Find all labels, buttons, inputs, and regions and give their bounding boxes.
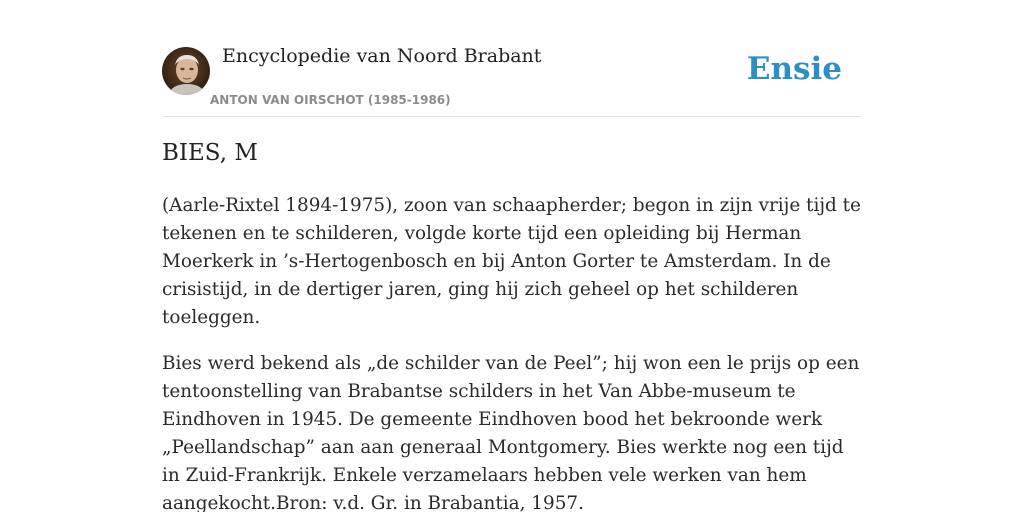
author-portrait-icon (162, 47, 210, 95)
article-body (162, 192, 862, 512)
article-header (162, 44, 862, 117)
article-title: BIES, M (162, 140, 258, 166)
author-link[interactable]: ANTON VAN OIRSCHOT (1985-1986) (210, 93, 451, 107)
article-paragraph: Bies werd bekend als „de schilder van de Peel”; hij won een le prijs op een tentoonstelling van Brabantse schilders in het Van Abbe-museum te Eindhoven in 1945. De gemeente Eindhoven bood het bekroonde werk „Peellandschap” aan aan generaal Montgomery. Bies werkte nog een tijd in Zuid-Frankrijk. Enkele verzamelaars hebben vele werken van hem aangekocht.Bron: v.d. Gr. in Brabantia, 1957. (162, 353, 860, 512)
ensie-logo[interactable]: Ensie (746, 51, 842, 87)
encyclopedia-title-link[interactable]: Encyclopedie van Noord Brabant (222, 45, 542, 67)
author-avatar[interactable] (162, 47, 210, 95)
article-paragraph: (Aarle-Rixtel 1894-1975), zoon van schaapherder; begon in zijn vrije tijd te tekenen en te schilderen, volgde korte tijd een opleiding bij Herman Moerkerk in ’s-Hertogenbosch en bij Anton Gorter te Amsterdam. In de crisistijd, in de dertiger jaren, ging hij zich geheel op het schilderen toeleggen. (162, 195, 861, 328)
